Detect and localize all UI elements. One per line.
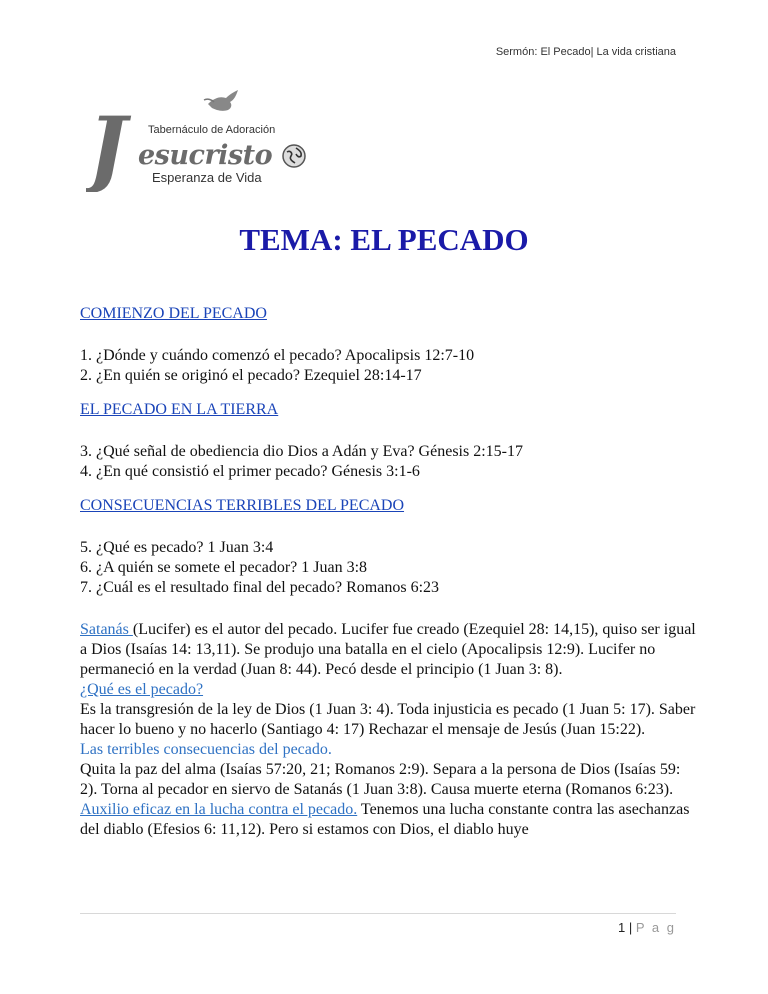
section-heading: CONSECUENCIAS TERRIBLES DEL PECADO: [80, 497, 405, 514]
running-header: Sermón: El Pecado| La vida cristiana: [495, 46, 676, 58]
question-item: 4. ¿En qué consistió el primer pecado? Génesis 3:1-6: [80, 463, 420, 480]
logo-line3: Esperanza de Vida: [152, 170, 262, 185]
section-heading: EL PECADO EN LA TIERRA: [80, 401, 279, 418]
church-logo: [86, 84, 316, 192]
section-heading: COMIENZO DEL PECADO: [80, 305, 267, 322]
note-consecuencias-label: [80, 740, 700, 760]
note-que-es-label: [80, 680, 700, 700]
section-comienzo: [80, 304, 700, 386]
note-label-link[interactable]: ¿Qué es el pecado?: [80, 681, 204, 698]
dove-icon: [204, 90, 238, 111]
document-body: [80, 304, 700, 840]
page-label: P a g: [635, 920, 676, 935]
logo-letter: J: [88, 100, 127, 192]
note-label-link[interactable]: Las terribles consecuencias del pecado.: [80, 741, 332, 758]
question-item: 3. ¿Qué señal de obediencia dio Dios a Adán y Eva? Génesis 2:15-17: [80, 443, 523, 460]
question-list: [80, 346, 700, 386]
notes-block: [80, 620, 700, 840]
note-auxilio: [80, 800, 700, 840]
question-list: [80, 538, 700, 598]
question-item: 5. ¿Qué es pecado? 1 Juan 3:4: [80, 539, 274, 556]
question-item: 2. ¿En quién se originó el pecado? Ezequiel 28:14-17: [80, 367, 422, 384]
note-consecuencias-text: Quita la paz del alma (Isaías 57:20, 21; Romanos 2:9). Separa a la persona de Dios (Isaías 59: 2). Torna al pecador en siervo de Satanás (1 Juan 3:8). Causa muerte eterna (Romanos 6:23).: [80, 761, 681, 798]
page-title: TEMA: EL PECADO: [239, 222, 529, 257]
note-label-link[interactable]: Auxilio eficaz en la lucha contra el pecado.: [80, 801, 358, 818]
globe-icon: [283, 145, 305, 167]
question-list: [80, 442, 700, 482]
note-text: Tenemos una lucha constante contra las asechanzas del diablo (Efesios 6: 11,12). Pero si estamos con Dios, el diablo huye: [80, 801, 690, 838]
section-tierra: [80, 400, 700, 482]
footer-separator: |: [625, 920, 636, 935]
logo-line2: esucristo: [138, 140, 273, 171]
footer-divider: [80, 913, 676, 914]
note-que-es-text: Es la transgresión de la ley de Dios (1 Juan 3: 4). Toda injusticia es pecado (1 Juan 5: 17). Saber hacer lo bueno y no hacerlo (Santiago 4: 17) Rechazar el mensaje de Jesús (Juan 15:22).: [80, 701, 696, 738]
section-consecuencias: [80, 496, 700, 598]
question-item: 1. ¿Dónde y cuándo comenzó el pecado? Apocalipsis 12:7-10: [80, 347, 475, 364]
page-footer: [618, 920, 676, 935]
note-label-link[interactable]: Satanás: [80, 621, 133, 638]
question-item: 6. ¿A quién se somete el pecador? 1 Juan 3:8: [80, 559, 368, 576]
question-item: 7. ¿Cuál es el resultado final del pecado? Romanos 6:23: [80, 579, 440, 596]
logo-line1: Tabernáculo de Adoración: [148, 124, 276, 136]
note-text: (Lucifer) es el autor del pecado. Lucifer fue creado (Ezequiel 28: 14,15), quiso ser igual a Dios (Isaías 14: 13,11). Se produjo una batalla en el cielo (Apocalipsis 12:9). Lucifer no permaneció en la verdad (Juan 8: 44). Pecó desde el principio (1 Juan 3: 8).: [80, 621, 696, 678]
page-number: 1: [618, 920, 626, 935]
note-satanas: [80, 620, 700, 680]
